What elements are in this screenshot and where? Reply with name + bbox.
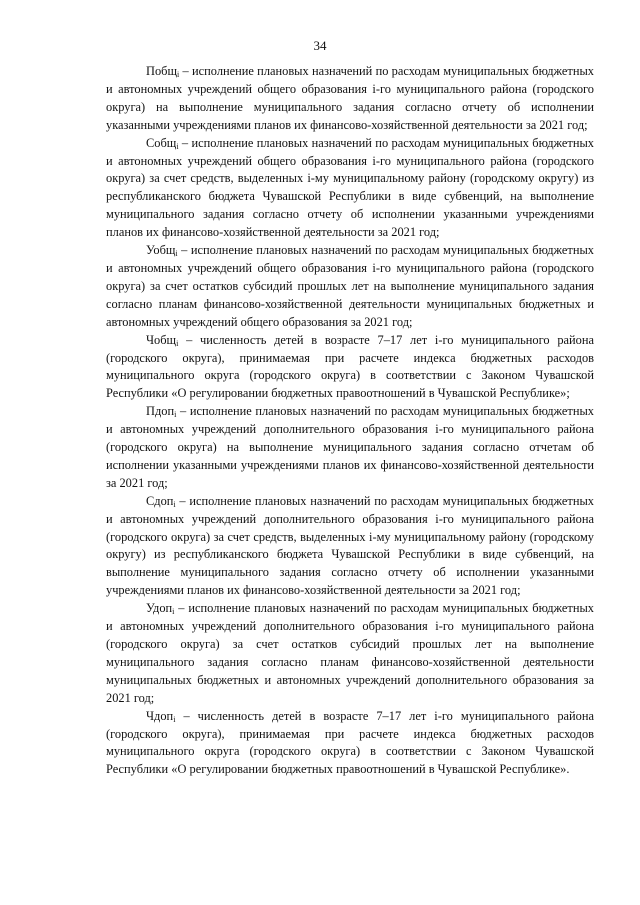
paragraph-text: – исполнение плановых назначений по расходам муниципальных бюджетных и автономных учреждений общего образования i-го муниципального района (городского округа) за счет остатков субсидий прошлых лет на выполнение муниципального задания согласно планам финансово-хозяйственной деятельности муниципальных бюджетных и автономных учреждений общего образования за 2021 год; [106, 243, 594, 329]
term-label: Сдоп$_i$ [146, 493, 176, 509]
paragraph-text: – исполнение плановых назначений по расходам муниципальных бюджетных и автономных учреждений общего образования i-го муниципального района (городского округа) за счет средств, выделенных i-му муниципальному району (городскому округу) из республиканского бюджета Чувашской Республики в виде субвенций, на выполнение муниципального задания согласно отчету об исполнении указанными учреждениями планов их финансово-хозяйственной деятельности за 2021 год; [106, 135, 594, 240]
paragraph-chdop [106, 708, 594, 780]
term-label: Удоп$_i$ [146, 601, 175, 617]
term-label: Чдоп$_i$ [146, 708, 176, 724]
term-label: Побщ$_i$ [146, 64, 180, 79]
paragraph-sobsh [106, 135, 594, 242]
term-label: Чобщ$_i$ [146, 332, 179, 348]
paragraph-text: – исполнение плановых назначений по расходам муниципальных бюджетных и автономных учреждений дополнительного образования i-го муниципального района (городского округа) за счет остатков субсидий прошлых лет на выполнение муниципального задания согласно планам финансово-хозяйственной деятельности муниципальных бюджетных и автономных учреждений дополнительного образования за 2021 год; [106, 601, 594, 705]
paragraph-pobsh [106, 63, 594, 135]
term-label: Пдоп$_i$ [146, 404, 177, 420]
paragraph-sdop [106, 493, 594, 600]
paragraph-text: – исполнение плановых назначений по расходам муниципальных бюджетных и автономных учреждений дополнительного образования i-го муниципального района (городского округа) на выполнение муниципального задания согласно отчетам об исполнении указанными учреждениями планов их финансово-хозяйственной деятельности за 2021 год; [106, 404, 594, 490]
paragraph-udop [106, 600, 594, 707]
page-number: 34 [313, 38, 327, 53]
term-label: Уобщ$_i$ [146, 243, 178, 259]
paragraph-text: – исполнение плановых назначений по расходам муниципальных бюджетных и автономных учреждений дополнительного образования i-го муниципального района (городского округа) за счет средств, выделенных i-му муниципальному району (городскому округу) из республиканского бюджета Чувашской Республики в виде субвенций, на выполнение муниципального задания согласно отчету об исполнении указанными учреждениями планов их финансово-хозяйственной деятельности за 2021 год; [106, 493, 594, 598]
term-label: Собщ$_i$ [146, 135, 179, 151]
document-body [106, 63, 594, 779]
paragraph-chobsh [106, 332, 594, 404]
paragraph-text: – исполнение плановых назначений по расходам муниципальных бюджетных и автономных учреждений общего образования i-го муниципального района (городского округа) на выполнение муниципального задания согласно отчету об исполнении указанными учреждениями планов их финансово-хозяйственной деятельности за 2021 год; [106, 64, 594, 132]
paragraph-uobsh [106, 242, 594, 332]
paragraph-pdop [106, 403, 594, 493]
paragraph-text: – численность детей в возрасте 7–17 лет i-го муниципального района (городского округа), принимаемая при расчете индекса бюджетных расходов муниципального округа (городского округа) в соответствии с Законом Чувашской Республики «О регулировании бюджетных правоотношений в Чувашской Республике»; [106, 332, 594, 401]
paragraph-text: – численность детей в возрасте 7–17 лет i-го муниципального района (городского округа), принимаемая при расчете индекса бюджетных расходов муниципального округа (городского округа) в соответствии с Законом Чувашской Республики «О регулировании бюджетных правоотношений в Чувашской Республике». [106, 708, 594, 777]
